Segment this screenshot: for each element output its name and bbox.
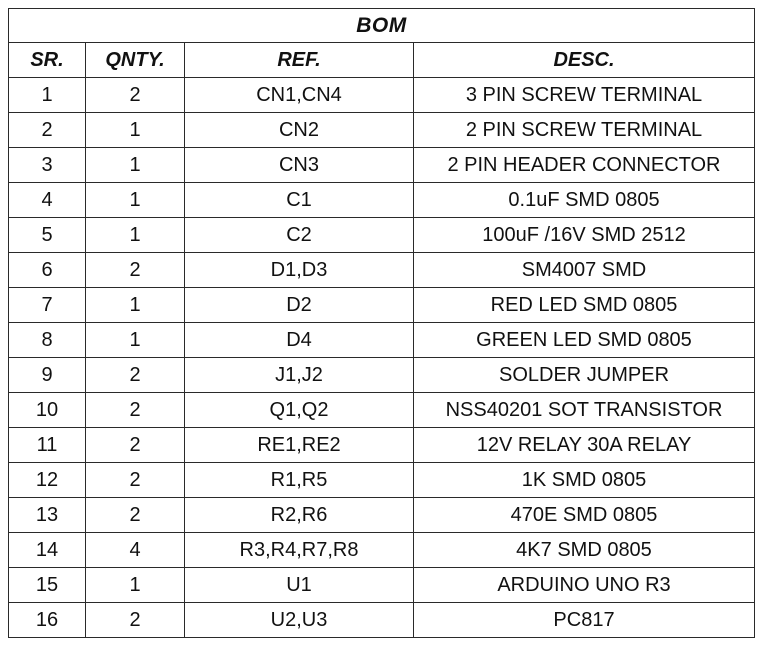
cell-sr: 4 bbox=[9, 183, 86, 218]
table-row bbox=[9, 463, 755, 498]
table-row bbox=[9, 148, 755, 183]
cell-sr: 3 bbox=[9, 148, 86, 183]
table-row bbox=[9, 113, 755, 148]
cell-desc: GREEN LED SMD 0805 bbox=[414, 323, 755, 358]
cell-sr: 1 bbox=[9, 78, 86, 113]
cell-sr: 6 bbox=[9, 253, 86, 288]
cell-desc: 12V RELAY 30A RELAY bbox=[414, 428, 755, 463]
header-sr: SR. bbox=[9, 43, 86, 78]
cell-qty: 2 bbox=[86, 603, 185, 638]
table-title: BOM bbox=[9, 9, 755, 43]
table-row bbox=[9, 603, 755, 638]
cell-ref: CN3 bbox=[185, 148, 414, 183]
header-qty: QNTY. bbox=[86, 43, 185, 78]
cell-desc: ARDUINO UNO R3 bbox=[414, 568, 755, 603]
cell-qty: 1 bbox=[86, 148, 185, 183]
cell-qty: 1 bbox=[86, 288, 185, 323]
cell-sr: 8 bbox=[9, 323, 86, 358]
cell-sr: 16 bbox=[9, 603, 86, 638]
table-row bbox=[9, 533, 755, 568]
cell-qty: 2 bbox=[86, 78, 185, 113]
header-desc: DESC. bbox=[414, 43, 755, 78]
cell-sr: 2 bbox=[9, 113, 86, 148]
cell-desc: RED LED SMD 0805 bbox=[414, 288, 755, 323]
cell-qty: 1 bbox=[86, 183, 185, 218]
cell-qty: 1 bbox=[86, 218, 185, 253]
cell-desc: 4K7 SMD 0805 bbox=[414, 533, 755, 568]
cell-desc: 0.1uF SMD 0805 bbox=[414, 183, 755, 218]
cell-qty: 1 bbox=[86, 568, 185, 603]
cell-ref: C1 bbox=[185, 183, 414, 218]
cell-sr: 13 bbox=[9, 498, 86, 533]
cell-qty: 2 bbox=[86, 428, 185, 463]
header-ref: REF. bbox=[185, 43, 414, 78]
cell-ref: Q1,Q2 bbox=[185, 393, 414, 428]
cell-ref: R3,R4,R7,R8 bbox=[185, 533, 414, 568]
cell-ref: RE1,RE2 bbox=[185, 428, 414, 463]
cell-ref: U2,U3 bbox=[185, 603, 414, 638]
cell-sr: 9 bbox=[9, 358, 86, 393]
table-row bbox=[9, 183, 755, 218]
cell-qty: 2 bbox=[86, 463, 185, 498]
cell-ref: R1,R5 bbox=[185, 463, 414, 498]
cell-qty: 1 bbox=[86, 323, 185, 358]
cell-qty: 4 bbox=[86, 533, 185, 568]
cell-sr: 11 bbox=[9, 428, 86, 463]
cell-sr: 15 bbox=[9, 568, 86, 603]
cell-ref: D2 bbox=[185, 288, 414, 323]
cell-qty: 1 bbox=[86, 113, 185, 148]
cell-ref: R2,R6 bbox=[185, 498, 414, 533]
cell-desc: 100uF /16V SMD 2512 bbox=[414, 218, 755, 253]
cell-desc: 2 PIN HEADER CONNECTOR bbox=[414, 148, 755, 183]
cell-sr: 12 bbox=[9, 463, 86, 498]
cell-qty: 2 bbox=[86, 358, 185, 393]
table-row bbox=[9, 218, 755, 253]
cell-qty: 2 bbox=[86, 498, 185, 533]
cell-desc: SM4007 SMD bbox=[414, 253, 755, 288]
cell-ref: D1,D3 bbox=[185, 253, 414, 288]
table-row bbox=[9, 568, 755, 603]
table-row bbox=[9, 498, 755, 533]
cell-sr: 7 bbox=[9, 288, 86, 323]
bom-body bbox=[9, 78, 755, 638]
header-row bbox=[9, 43, 755, 78]
cell-desc: 470E SMD 0805 bbox=[414, 498, 755, 533]
cell-ref: CN1,CN4 bbox=[185, 78, 414, 113]
table-row bbox=[9, 393, 755, 428]
cell-sr: 14 bbox=[9, 533, 86, 568]
cell-sr: 10 bbox=[9, 393, 86, 428]
cell-ref: J1,J2 bbox=[185, 358, 414, 393]
cell-ref: D4 bbox=[185, 323, 414, 358]
cell-desc: 3 PIN SCREW TERMINAL bbox=[414, 78, 755, 113]
cell-qty: 2 bbox=[86, 253, 185, 288]
table-row bbox=[9, 288, 755, 323]
cell-ref: CN2 bbox=[185, 113, 414, 148]
table-row bbox=[9, 358, 755, 393]
cell-qty: 2 bbox=[86, 393, 185, 428]
cell-ref: C2 bbox=[185, 218, 414, 253]
cell-ref: U1 bbox=[185, 568, 414, 603]
table-row bbox=[9, 323, 755, 358]
cell-desc: PC817 bbox=[414, 603, 755, 638]
table-row bbox=[9, 428, 755, 463]
cell-desc: 2 PIN SCREW TERMINAL bbox=[414, 113, 755, 148]
cell-desc: SOLDER JUMPER bbox=[414, 358, 755, 393]
table-row bbox=[9, 78, 755, 113]
cell-desc: 1K SMD 0805 bbox=[414, 463, 755, 498]
bom-table bbox=[8, 8, 755, 638]
cell-sr: 5 bbox=[9, 218, 86, 253]
table-row bbox=[9, 253, 755, 288]
title-row bbox=[9, 9, 755, 43]
cell-desc: NSS40201 SOT TRANSISTOR bbox=[414, 393, 755, 428]
